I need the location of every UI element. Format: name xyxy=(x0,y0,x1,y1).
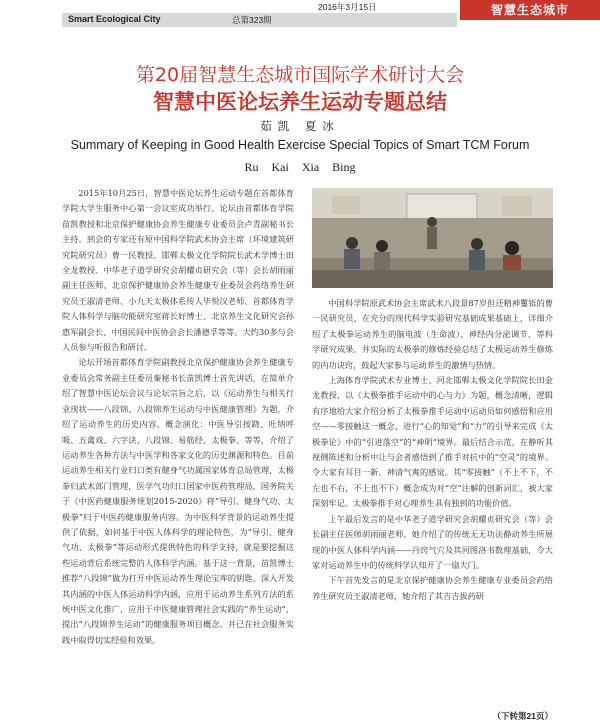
paragraph: 下午首先发言的是北京保护健康协会养生健康专业委员会药络养生研究员王淑清老师，她介绍了其吉吉拔药研 xyxy=(312,575,553,601)
paragraph: 上午最后发言的是中华老子道学研究会胡耀贞研究会（等）会长副主任医师胡雨丽老师，她介绍了的传统无无功法静动养生所展现的中医人体科学内涵——丹窍气穴及其河图洛书数理基础，令大家对运动养生中的传统科学认知开了一扇大门。 xyxy=(312,513,553,570)
authors-english: Ru Kai Xia Bing xyxy=(244,160,356,174)
article-title-line2: 智慧中医论坛养生运动专题总结 xyxy=(153,90,447,114)
issue-date: 2016年3月15日 xyxy=(318,2,377,12)
paragraph: 中国科学院原武术协会主席武术八段景87岁但还精神矍铄的曹一民研究员，在充分的现代科学实验研究基础成果基础上，详细介绍了太极拳运动养生的脑电波（生命波）、神经内分泌调节、等科学研究成果，并实际的太极拳的修炼经验总结了太极运动养生修炼的内功诀窍，鼓起大家参与运动养生的激情与热情。 xyxy=(312,298,553,370)
article-title-line1: 第20届智慧生态城市国际学术研讨大会 xyxy=(135,64,465,86)
issue-number: 总第323期 xyxy=(232,15,272,25)
continued-note: （下转第21页） xyxy=(492,711,553,721)
journal-name: Smart Ecological City xyxy=(68,14,161,24)
english-title: Summary of Keeping in Good Health Exercise Special Topics of Smart TCM Forum xyxy=(70,138,530,152)
right-column xyxy=(312,296,553,604)
paragraph: 论坛开场首都体育学院副教授北京保护健康协会养生健康专业委员会常务副主任委员秦秘书长苗凯博士首先讲话，在简单介绍了智慧中医论坛会议与论坛宗旨之后，以《运动养生与相关行业现状——八段锦、八段锦养生运动与中医健康管理》为题，介绍了运动养生的历史内容、概念演化：中医导引按跷、吐纳呼吸、五禽戏、六字诀、八段锦、易筋经、太极拳、等等，介绍了运动养生各种方法与中医学和各家文化的历史渊源和特色。目前运动养生相关行业归口类有健身气功属国家体育总局管理，太极拳归武术部门管理，医学气功归口国家中医药管理局，国务院关于《中医药健康服务规划2015-2020》将“导引、健身气功、太极拳”归于中医药健康服务内容。为中医科学背景的运动养生提供了依据，如何基于中医人体科学的理论特色，为“导引、健身气功、太极拳”等运动形式提供特色的科学支持，就是要挖掘这些运动背后系统完整的人体科学内涵。基于这一背景，苗凯博士推荐“八段锦”做为打开中医运动养生理论宝库的钥匙，深入开发其内涵的中医人体运动科学内涵，应用于运动养生系列方法的系统中医文化推广，应用于中医健康管理社会实践的“养生运动”，提出“八段锦养生运动”的健康服务项目概念。并已在社会服务实践中取得切实经验和效果。 xyxy=(62,357,294,645)
paragraph: 2015年10月25日，智慧中医论坛养生运动专题在首都体育学院大学生服务中心第一会议室成功举行。论坛由首都体育学院苗凯教授和北京保护健康协会养生健康专业委员会卢青副秘书长主持。到会的专家还有原中国科学院武术协会主席（环境建筑研究院研究员）曹一民教授、邯郸太极文化学院院长武术学博士田全龙教授、中华老子道学研究会胡耀贞研究会（等）会长胡雨丽副主任医师、北京保护健康协会养生健康专业委员会药络养生研究员王淑清老师、小九天太极体系传人毕悦汉老师、首都体育学院人体科学与脑功能研究室蒋长好博士、北京养生文化研究会孙惠军副会长、中国民间中医协会会长潘德孚等等。大约30多与会人员参与听报告和研讨。 xyxy=(62,188,294,353)
paragraph: 上海体育学院武术专业博士、河北邯郸太极文化学院院长田金龙教授，以《太极拳推手运动中的心与力》为题，概念清晰，逻辑有序地给大家介绍分析了太极拳推手运动中运动员如何感悟和应用空——零接触这一概念，进行“心的知觉”和“力”的引导来完成《太极拳论》中的“引进落空”的“神明”境界。最后结合示范，在静听其视侧陈述和分析中让与会者感悟到了推手对抗中的“空灵”的境界。令大家有耳目一新、神清气爽的感觉。其“零接触”（不上不下，不左也不右，不上也不下）概念成为对“空”注解的创新词汇，被大家深刻牢记。太极拳推手对心理养生具有独到的功能价值。 xyxy=(312,375,553,509)
authors-chinese: 茹凯 夏冰 xyxy=(260,119,340,133)
brand-label: 智慧生态城市 xyxy=(460,0,600,20)
page-header xyxy=(0,0,600,28)
forum-photo xyxy=(312,188,553,288)
left-column xyxy=(62,186,294,648)
